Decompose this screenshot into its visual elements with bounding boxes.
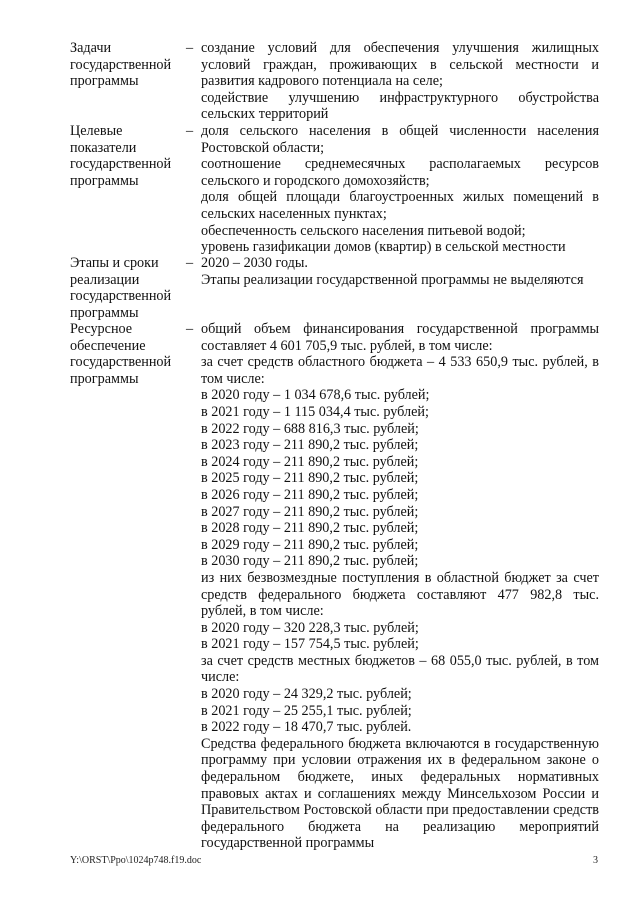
paragraph: за счет средств областного бюджета – 4 533 650,9 тыс. рублей, в том числе: — [201, 354, 599, 387]
section-content — [201, 255, 599, 288]
section-label: Этапы и сроки реализации государственной программы — [70, 255, 172, 321]
paragraph: в 2026 году – 211 890,2 тыс. рублей; — [201, 486, 419, 503]
paragraph: в 2024 году – 211 890,2 тыс. рублей; — [201, 453, 419, 470]
paragraph: в 2020 году – 24 329,2 тыс. рублей; — [201, 686, 412, 703]
section-label: Целевые показатели государственной программы — [70, 123, 172, 189]
paragraph: в 2021 году – 25 255,1 тыс. рублей; — [201, 702, 412, 719]
section-dash: – — [186, 40, 194, 56]
paragraph: в 2023 году – 211 890,2 тыс. рублей; — [201, 437, 419, 454]
paragraph: Средства федерального бюджета включаются в государственную программу при условии отражения их в федеральном законе о федеральном бюджете, иных федеральных нормативных правовых актах и соглашениях между Минсельхозом России и Правительством Ростовской области при предоставлении средств федерального бюджета на реализацию мероприятий государственной программы — [201, 735, 599, 852]
paragraph: в 2022 году – 18 470,7 тыс. рублей. — [201, 719, 412, 736]
paragraph: из них безвозмездные поступления в областной бюджет за счет средств федерального бюджета составляют 477 982,8 тыс. рублей, в том числе: — [201, 569, 599, 620]
paragraph: в 2029 году – 211 890,2 тыс. рублей; — [201, 536, 419, 553]
section-content — [201, 123, 599, 256]
paragraph: общий объем финансирования государственной программы составляет 4 601 705,9 тыс. рублей, в том числе: — [201, 321, 599, 354]
paragraph: в 2022 году – 688 816,3 тыс. рублей; — [201, 420, 419, 437]
section-dash: – — [186, 123, 194, 139]
paragraph: 2020 – 2030 годы. — [201, 255, 308, 271]
paragraph: создание условий для обеспечения улучшения жилищных условий граждан, проживающих в сельской местности и развития кадрового потенциала на селе; — [201, 40, 599, 90]
section-label: Ресурсное обеспечение государственной программы — [70, 321, 172, 387]
paragraph: соотношение среднемесячных располагаемых ресурсов сельского и городского домохозяйств; — [201, 156, 599, 189]
paragraph: в 2020 году – 320 228,3 тыс. рублей; — [201, 619, 419, 636]
section-label: Задачи государственной программы — [70, 40, 172, 90]
paragraph: в 2025 году – 211 890,2 тыс. рублей; — [201, 470, 419, 487]
paragraph: Этапы реализации государственной программы не выделяются — [201, 271, 584, 288]
paragraph: в 2021 году – 1 115 034,4 тыс. рублей; — [201, 403, 429, 420]
paragraph: в 2028 году – 211 890,2 тыс. рублей; — [201, 520, 419, 537]
footer-file-path: Y:\ORST\Ppo\1024p748.f19.doc — [70, 855, 202, 866]
page-number: 3 — [593, 855, 598, 866]
paragraph: доля общей площади благоустроенных жилых помещений в сельских населенных пунктах; — [201, 189, 599, 222]
paragraph: за счет средств местных бюджетов – 68 055,0 тыс. рублей, в том числе: — [201, 652, 599, 686]
section-content — [201, 40, 599, 123]
section-content — [201, 321, 599, 852]
paragraph: уровень газификации домов (квартир) в сельской местности — [201, 239, 566, 256]
paragraph: обеспеченность сельского населения питьевой водой; — [201, 222, 526, 239]
paragraph: в 2021 году – 157 754,5 тыс. рублей; — [201, 636, 419, 653]
paragraph: в 2030 году – 211 890,2 тыс. рублей; — [201, 553, 419, 570]
paragraph: доля сельского населения в общей численности населения Ростовской области; — [201, 123, 599, 156]
section-dash: – — [186, 321, 194, 337]
paragraph: в 2027 году – 211 890,2 тыс. рублей; — [201, 503, 419, 520]
section-dash: – — [186, 255, 194, 271]
paragraph: содействие улучшению инфраструктурного обустройства сельских территорий — [201, 89, 599, 123]
paragraph: в 2020 году – 1 034 678,6 тыс. рублей; — [201, 387, 430, 404]
